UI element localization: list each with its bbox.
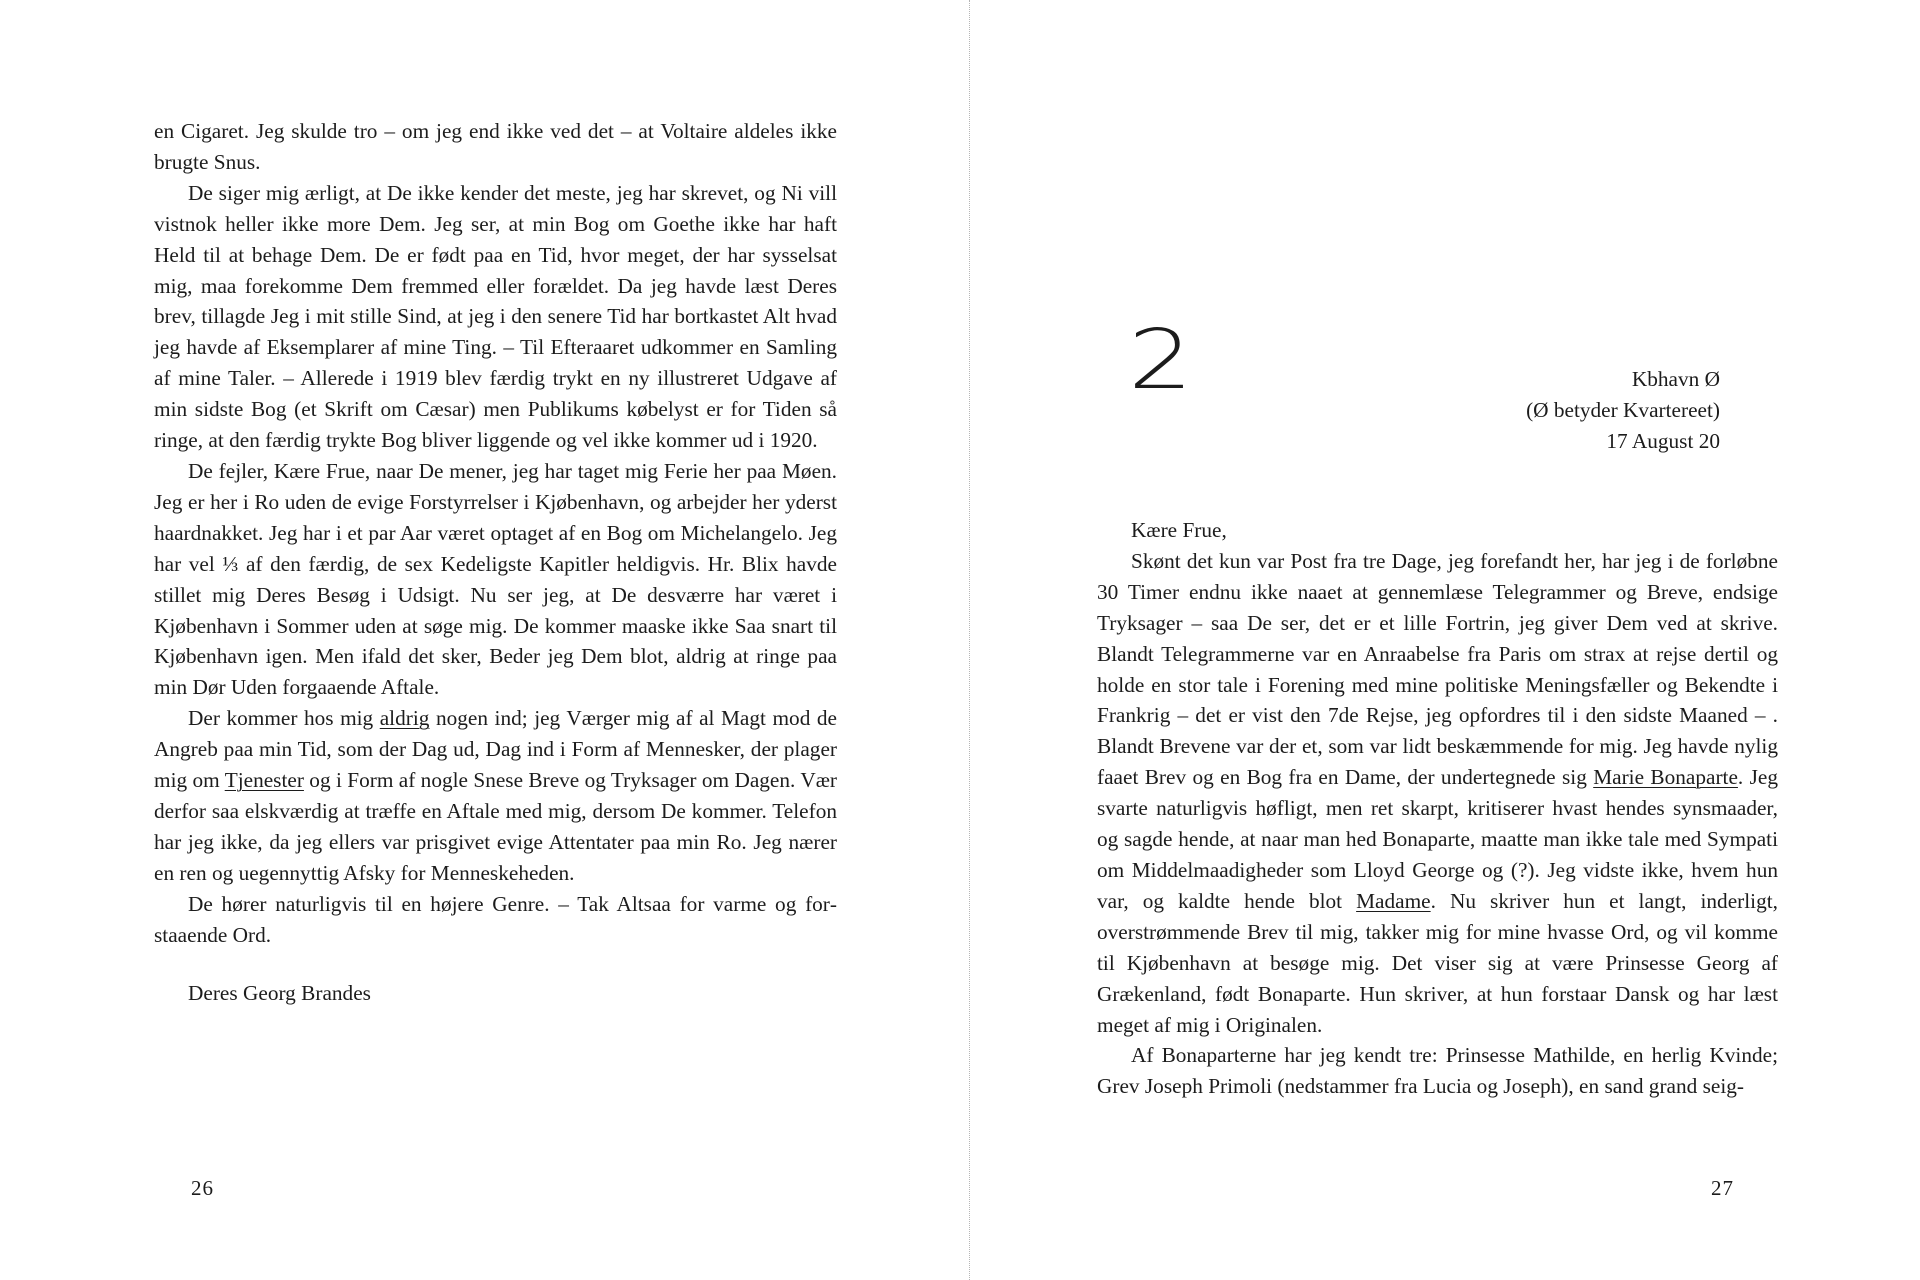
text-run: . Jeg svarte naturligvis høfligt, men ret skarpt, kritiserer hvast hendes synsmaader, og sagde hende, at naar man hed Bonaparte, maatte man ikke tale med Sympati om Middelmaadigheder som Lloyd George og (?). Jeg vidste ikke, hvem hun var, og kaldte hende blot xyxy=(1097,765,1778,913)
text-run: Af Bonaparterne har jeg kendt tre: Prinsesse Mathilde, en herlig Kvinde; Grev Joseph Primoli (nedstammer fra Lucia og Joseph), en sand grand seig- xyxy=(1097,1043,1778,1099)
paragraph xyxy=(154,116,837,178)
underlined-word-tjenester: Tjenester xyxy=(224,768,304,793)
text-run: . Nu skriver hun et langt, inderligt, overstrømmende Brev til mig, takker mig for mine hvasse Ord, og vil komme til Kjøbenhavn at besøge mig. Det viser sig at være Prinsesse Georg af Grækenland, født Bonaparte. Hun skriver, at hun forstaar Dansk og har læst meget af mig i Originalen. xyxy=(1097,888,1778,1037)
dateline-date: 17 August 20 xyxy=(1606,428,1720,453)
text-run: De hører naturligvis til en højere Genre. – Tak Altsaa for varme og forstaaende Ord. xyxy=(154,891,837,947)
underlined-word-aldrig: aldrig xyxy=(379,706,430,731)
right-page xyxy=(970,0,1920,1280)
salutation: Kære Frue, xyxy=(1131,518,1227,542)
page-number-left: 26 xyxy=(191,1176,214,1200)
underlined-word-madame: Madame xyxy=(1356,888,1431,913)
dateline-note: (Ø betyder Kvartereet) xyxy=(1526,397,1720,422)
left-body-text xyxy=(154,116,837,1009)
paragraph xyxy=(154,456,837,703)
dateline-place: Kbhavn Ø xyxy=(1631,367,1720,391)
text-run: De fejler, Kære Frue, naar De mener, jeg har taget mig Ferie her paa Møen. Jeg er her i Ro uden de evige Forstyrrelser i Kjøbenhavn, og arbejder her yderst haardnakket. Jeg har i et par Aar været optaget af en Bog om Michelangelo. Jeg har vel ⅓ af den færdig, de sex Kedeligste Kapitler heldigvis. Hr. Blix havde stillet mig Deres Besøg i Udsigt. Nu ser jeg, at De desværre har været i Kjøbenhavn i Sommer uden at søge mig. De kommer maaske ikke Saa snart til Kjøbenhavn igen. Men ifald det sker, Beder jeg Dem blot, aldrig at ringe paa min Dør Uden forgaaende Aftale. xyxy=(154,458,837,700)
text-run: De siger mig ærligt, at De ikke kender det meste, jeg har skrevet, og Ni vill vistnok heller ikke more Dem. Jeg ser, at min Bog om Goethe ikke har haft Held til at behage Dem. De er født paa en Tid, hvor meget, der har sysselsat mig, maa forekomme Dem fremmed eller forældet. Da jeg havde læst Deres brev, tillagde Jeg i mit stille Sind, at jeg i den senere Tid har bortkastet Alt hvad jeg havde af Eksemplarer af mine Ting. – Til Efteraaret udkommer en Samling af mine Taler. – Allerede i 1919 blev færdig trykt en ny illustreret Udgave af min sidste Bog (et Skrift om Cæsar) men Publikums købelyst er for Tiden så ringe, at den færdig trykte Bog bliver liggende og vel ikke kommer ud i 1920. xyxy=(154,180,837,453)
signature: Deres Georg Brandes xyxy=(188,981,371,1006)
text-run: nogen ind; jeg Værger mig af al Magt mod de Angreb paa min Tid, som der Dag ud, Dag ind i Form af Mennesker, der plager mig om xyxy=(154,706,837,793)
right-body-text xyxy=(1097,515,1778,1102)
paragraph xyxy=(154,703,837,888)
page-number-right: 27 xyxy=(1711,1176,1734,1200)
letter-dateline xyxy=(1526,364,1720,457)
paragraph xyxy=(154,178,837,456)
text-run: og i Form af nogle Snese Breve og Tryksager om Dagen. Vær derfor saa elskværdig at træffe en Aftale med mig, dersom De kommer. Telefon har jeg ikke, da jeg ellers var prisgivet evige Attentater paa min Ro. Jeg nærer en ren og uegennyttig Afsky for Menneskeheden. xyxy=(154,768,838,885)
text-run: Der kommer hos mig xyxy=(188,706,380,731)
underlined-name-marie-bonaparte: Marie Bonaparte xyxy=(1593,765,1738,790)
text-run: en Cigaret. Jeg skulde tro – om jeg end ikke ved det – at Voltaire aldeles ikke brugte Snus. xyxy=(154,119,837,174)
paragraph xyxy=(1097,1040,1778,1102)
text-run: Skønt det kun var Post fra tre Dage, jeg forefandt her, har jeg i de forløbne 30 Timer endnu ikke naaet at gennemlæse Telegrammer og Breve, endsige Tryksager – saa De ser, det er et lille Fortrin, jeg giver Dem ved at skrive. Blandt Telegrammerne var en Anraabelse fra Paris om strax at rejse dertil og holde en stor tale i Forening med mine politiske Meningsfæller og Bekendte i Frankrig – det er vist den 7de Rejse, jeg opfordres til i den sidste Maaned – . Blandt Brevene var der et, som var lidt beskæmmende for mig. Jeg havde nylig faaet Brev og en Bog fra en Dame, der undertegnede sig xyxy=(1097,548,1778,790)
paragraph xyxy=(1097,546,1778,1041)
paragraph xyxy=(154,889,837,951)
chapter-number: 2 xyxy=(1128,313,1194,408)
